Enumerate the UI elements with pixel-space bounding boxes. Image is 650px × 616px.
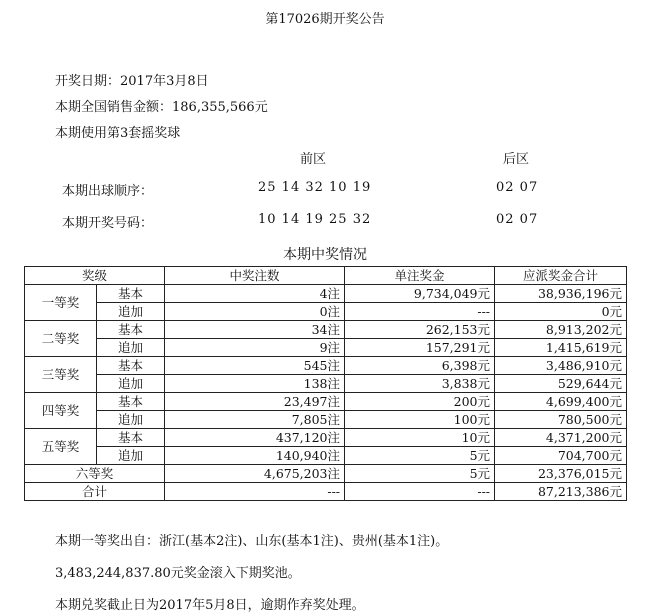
header-count: 中奖注数 — [165, 267, 345, 285]
total-prize: 4,371,200元 — [495, 429, 627, 447]
rollover-amount: 3,483,244,837.80元奖金滚入下期奖池。 — [55, 566, 301, 581]
winner-count: 9注 — [165, 339, 345, 357]
draw-date: 开奖日期：2017年3月8日 — [55, 74, 209, 89]
winning-section-title: 本期中奖情况 — [283, 247, 367, 263]
table-row — [25, 303, 627, 321]
level-name: 五等奖 — [25, 429, 97, 465]
ball-set-info: 本期使用第3套摇奖球 — [55, 126, 181, 141]
level-name: 四等奖 — [25, 393, 97, 429]
back-zone-header: 后区 — [503, 152, 530, 167]
table-row — [25, 447, 627, 465]
winner-count: 140,940注 — [165, 447, 345, 465]
unit-prize: 10元 — [345, 429, 495, 447]
result-back-numbers: 02 07 — [496, 212, 539, 227]
header-level: 奖级 — [25, 267, 165, 285]
table-row — [25, 393, 627, 411]
claim-deadline: 本期兑奖截止日为2017年5月8日，逾期作弃奖处理。 — [55, 598, 365, 613]
table-row — [25, 285, 627, 303]
bet-type: 基本 — [97, 321, 165, 339]
table-row — [25, 339, 627, 357]
winner-count: 4,675,203注 — [165, 465, 345, 483]
level-name: 一等奖 — [25, 285, 97, 321]
order-back-numbers: 02 07 — [496, 180, 539, 195]
unit-prize: --- — [345, 303, 495, 321]
bet-type: 追加 — [97, 375, 165, 393]
unit-prize: 262,153元 — [345, 321, 495, 339]
unit-prize: 200元 — [345, 393, 495, 411]
bet-type: 追加 — [97, 303, 165, 321]
bet-type: 追加 — [97, 411, 165, 429]
total-prize: 529,644元 — [495, 375, 627, 393]
front-zone-header: 前区 — [300, 152, 327, 167]
winner-count: 0注 — [165, 303, 345, 321]
page-title: 第17026期开奖公告 — [265, 12, 385, 27]
total-prize: 3,486,910元 — [495, 357, 627, 375]
winner-count: 437,120注 — [165, 429, 345, 447]
result-front-numbers: 10 14 19 25 32 — [258, 212, 372, 227]
total-prize: 0元 — [495, 303, 627, 321]
sum-count: --- — [165, 483, 345, 501]
table-row — [25, 321, 627, 339]
table-row — [25, 411, 627, 429]
sum-label: 合计 — [25, 483, 165, 501]
winner-count: 34注 — [165, 321, 345, 339]
header-unit-prize: 单注奖金 — [345, 267, 495, 285]
unit-prize: 9,734,049元 — [345, 285, 495, 303]
level-name: 三等奖 — [25, 357, 97, 393]
total-prize: 8,913,202元 — [495, 321, 627, 339]
table-row — [25, 429, 627, 447]
table-total-row — [25, 483, 627, 501]
unit-prize: 6,398元 — [345, 357, 495, 375]
winner-count: 23,497注 — [165, 393, 345, 411]
winner-count: 138注 — [165, 375, 345, 393]
bet-type: 基本 — [97, 429, 165, 447]
unit-prize: 100元 — [345, 411, 495, 429]
sales-amount: 本期全国销售金额：186,355,566元 — [55, 100, 268, 115]
order-label: 本期出球顺序： — [62, 184, 154, 199]
unit-prize: 157,291元 — [345, 339, 495, 357]
bet-type: 基本 — [97, 285, 165, 303]
bet-type: 追加 — [97, 339, 165, 357]
winner-count: 7,805注 — [165, 411, 345, 429]
total-prize: 1,415,619元 — [495, 339, 627, 357]
table-row — [25, 357, 627, 375]
first-prize-origin: 本期一等奖出自：浙江(基本2注)、山东(基本1注)、贵州(基本1注)。 — [55, 534, 449, 549]
sum-total: 87,213,386元 — [495, 483, 627, 501]
level-name: 二等奖 — [25, 321, 97, 357]
table-row — [25, 465, 627, 483]
table-row — [25, 375, 627, 393]
winner-count: 4注 — [165, 285, 345, 303]
total-prize: 4,699,400元 — [495, 393, 627, 411]
total-prize: 780,500元 — [495, 411, 627, 429]
header-total: 应派奖金合计 — [495, 267, 627, 285]
unit-prize: 5元 — [345, 447, 495, 465]
total-prize: 38,936,196元 — [495, 285, 627, 303]
sum-unit-prize: --- — [345, 483, 495, 501]
unit-prize: 3,838元 — [345, 375, 495, 393]
result-label: 本期开奖号码： — [62, 216, 154, 231]
order-front-numbers: 25 14 32 10 19 — [258, 180, 372, 195]
bet-type: 基本 — [97, 357, 165, 375]
total-prize: 23,376,015元 — [495, 465, 627, 483]
total-prize: 704,700元 — [495, 447, 627, 465]
prize-table — [24, 266, 627, 501]
unit-prize: 5元 — [345, 465, 495, 483]
bet-type: 追加 — [97, 447, 165, 465]
winner-count: 545注 — [165, 357, 345, 375]
table-header-row — [25, 267, 627, 285]
level-name: 六等奖 — [25, 465, 165, 483]
bet-type: 基本 — [97, 393, 165, 411]
